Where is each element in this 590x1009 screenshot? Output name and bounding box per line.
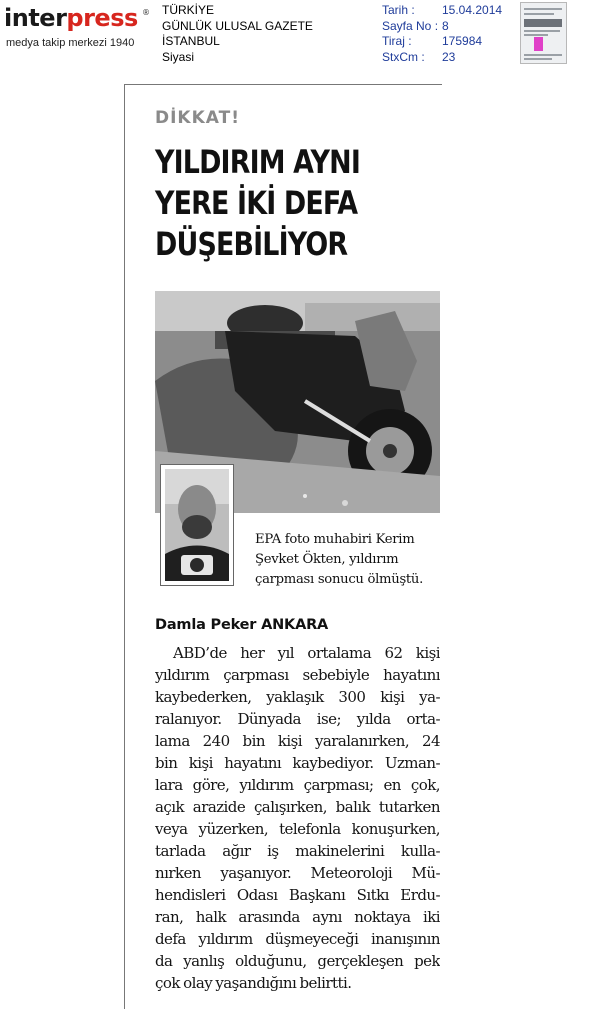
logo-wordmark (4, 4, 138, 32)
body-line: tarlada ağır iş makinelerini kulla- (155, 842, 440, 860)
stxcm-value: 23 (442, 49, 456, 64)
body-line: lama 240 bin kişi yaralanırken, 24 (155, 732, 440, 750)
portrait-photo-illustration (165, 469, 229, 581)
body-line: bin kişi hayatını kaybediyor. Uzman- (155, 754, 440, 772)
article-body (155, 642, 440, 994)
thumbnail-line (524, 8, 562, 10)
page-number-label: Sayfa No : (382, 18, 439, 33)
portrait-photo (160, 464, 234, 586)
logo-word-press: press (66, 4, 138, 32)
thumbnail-line (524, 34, 548, 36)
body-line: ralanıyor. Dünyada ise; yılda orta- (155, 710, 440, 728)
body-line: nırken yaşanıyor. Meteoroloji Mü- (155, 864, 440, 882)
article-frame-top (124, 84, 442, 85)
thumbnail-image-block (524, 19, 562, 27)
country: TÜRKİYE (162, 3, 215, 17)
clipping-header (0, 0, 590, 80)
article-headline (155, 142, 394, 265)
body-line: çok olay yaşandığını belirtti. (155, 974, 352, 992)
thumbnail-line (524, 13, 554, 15)
caption-line: EPA foto muhabiri Kerim (255, 532, 415, 547)
clipping-details (382, 3, 512, 65)
body-line: kaybederken, yaklaşık 300 kişi ya- (155, 688, 440, 706)
registered-mark: ® (142, 8, 150, 17)
headline-line: YILDIRIM AYNI (155, 143, 360, 181)
body-line: yıldırım çarpması sebebiyle hayatını (155, 666, 440, 684)
thumbnail-line (524, 30, 560, 32)
city: İSTANBUL (162, 34, 220, 48)
body-line: ABD’de her yıl ortalama 62 kişi (173, 644, 440, 662)
circulation-row (382, 34, 512, 50)
thumbnail-line (524, 54, 562, 56)
thumbnail-line (524, 58, 552, 60)
publication-type: GÜNLÜK ULUSAL GAZETE (162, 18, 313, 33)
date-label: Tarih : (382, 3, 415, 17)
caption-line: Şevket Ökten, yıldırım (255, 552, 399, 567)
body-line: lara göre, yıldırım çarpması; en çok, (155, 776, 440, 794)
article-byline: Damla Peker ANKARA (155, 617, 329, 633)
circulation-label: Tiraj : (382, 34, 412, 48)
date-value: 15.04.2014 (442, 3, 503, 17)
date-row (382, 3, 512, 19)
page-number-row (382, 19, 512, 35)
interpress-logo (4, 4, 150, 48)
stxcm-row (382, 50, 512, 66)
body-line: ran, halk arasında aynı noktaya iki (155, 908, 440, 926)
logo-subtitle: medya takip merkezi 1940 (6, 37, 135, 49)
body-line: açık arazide çalışırken, balık tutarken (155, 798, 440, 816)
article-kicker: DİKKAT! (155, 108, 240, 128)
logo-word-inter: inter (4, 4, 67, 32)
headline-line: DÜŞEBİLİYOR (155, 225, 348, 263)
body-line: hendisleri Odası Başkanı Sıtkı Erdu- (155, 886, 440, 904)
photo-caption (255, 530, 445, 590)
article-frame-left (124, 84, 125, 1009)
stxcm-label: StxCm : (382, 49, 425, 64)
circulation-value: 175984 (442, 34, 483, 48)
category: Siyasi (162, 49, 195, 64)
page-thumbnail[interactable] (520, 2, 567, 64)
body-line: defa yıldırım düşmeyeceği inanışının (155, 930, 440, 948)
page-number-value: 8 (442, 18, 449, 33)
thumbnail-article-highlight (534, 37, 543, 51)
caption-line: çarpması sonucu ölmüştü. (255, 572, 424, 587)
body-line: veya yüzerken, telefonla konuşurken, (155, 820, 440, 838)
publication-info (162, 3, 313, 65)
headline-line: YERE İKİ DEFA (155, 184, 358, 222)
body-line: da yanlış olduğunu, gerçekleşen pek (155, 952, 440, 970)
